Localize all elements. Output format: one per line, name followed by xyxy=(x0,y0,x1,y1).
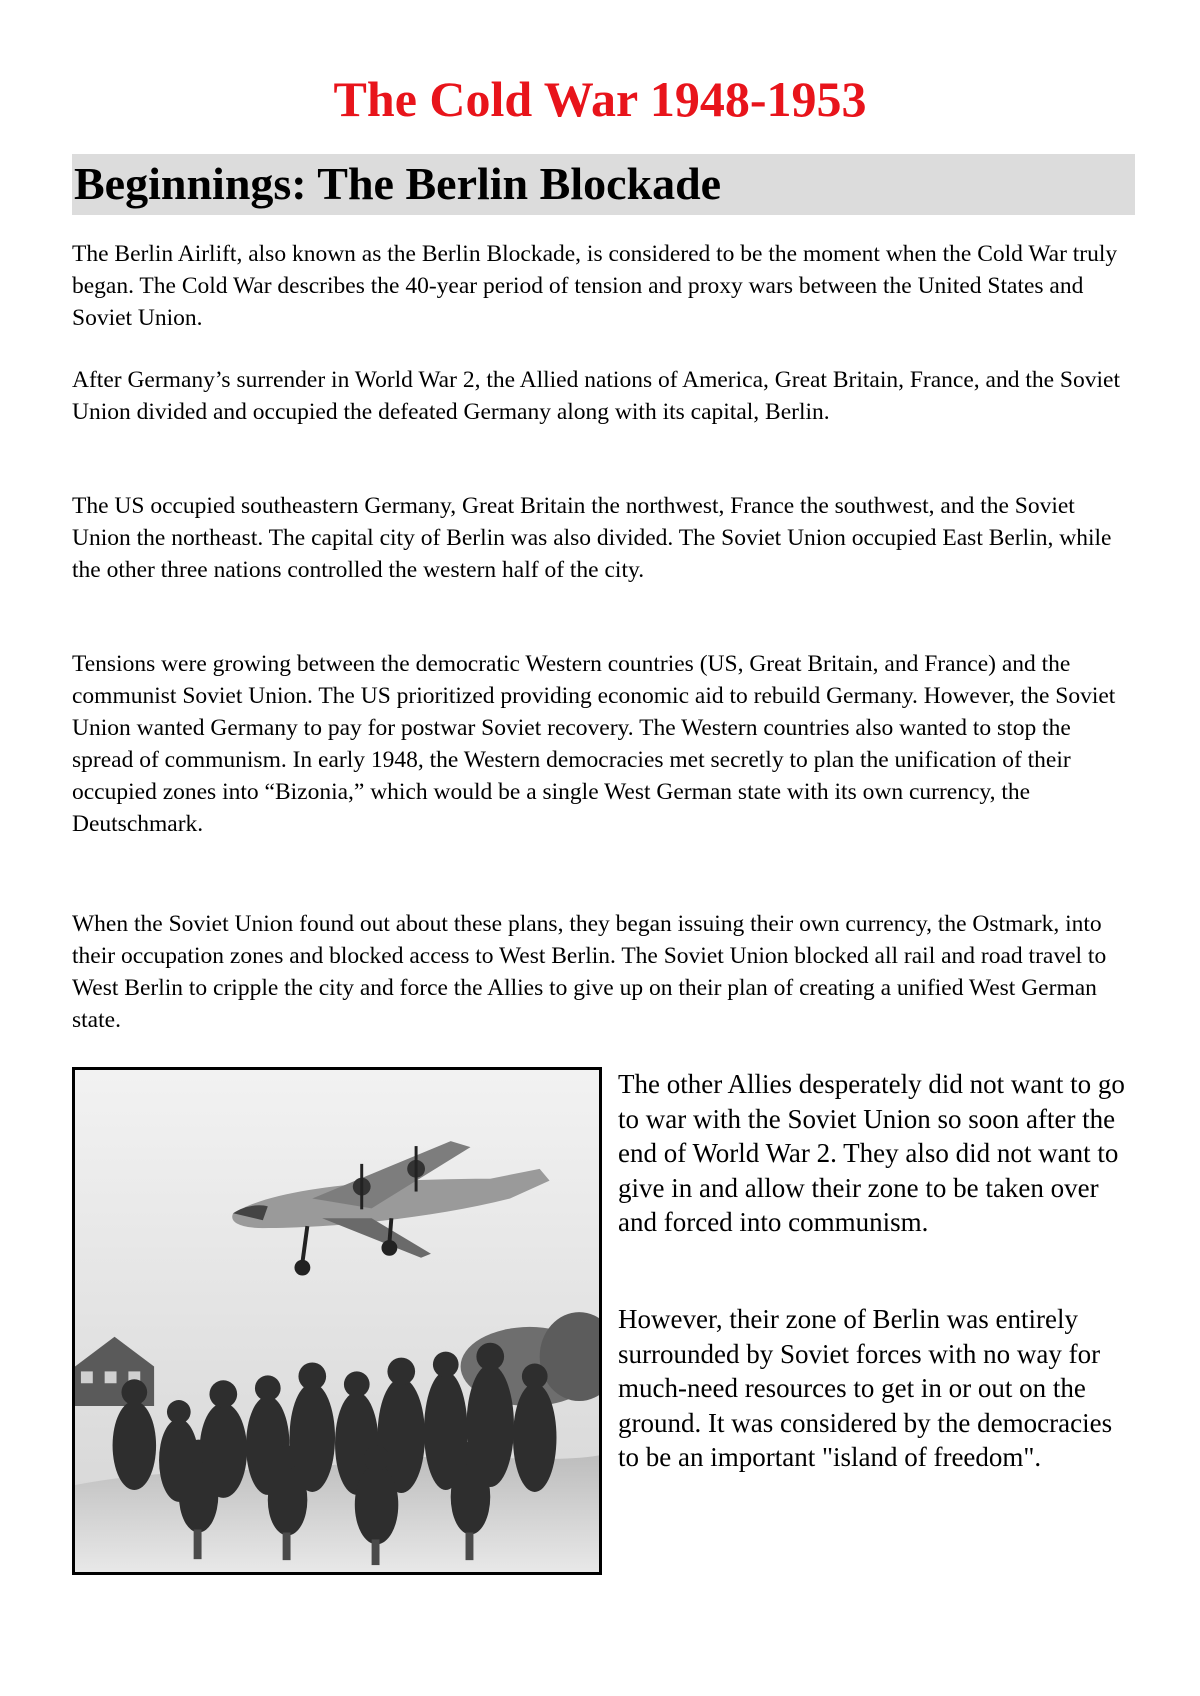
paragraph-division: After Germany’s surrender in World War 2, the Allied nations of America, Great Britain, France, and the Soviet Union divided and occupied the defeated Germany along with its capital, Berlin. xyxy=(72,367,1120,425)
airlift-photo-illustration xyxy=(75,1070,599,1572)
section-heading: Beginnings: The Berlin Blockade xyxy=(74,158,722,209)
side-paragraph-allies: The other Allies desperately did not want to go to war with the Soviet Union so soon after the end of World War 2. They also did not want to give in and allow their zone to be taken over and forced into communism. xyxy=(618,1069,1125,1237)
paragraph-blockade: When the Soviet Union found out about these plans, they began issuing their own currency, the Ostmark, into their occupation zones and blocked access to West Berlin. The Soviet Union blocked all rail and road travel to West Berlin to cripple the city and force the Allies to give up on their plan of creating a unified West German state. xyxy=(72,911,1107,1033)
airlift-photo xyxy=(72,1067,602,1575)
side-paragraph-island: However, their zone of Berlin was entirely surrounded by Soviet forces with no way for much-need resources to get in or out on the ground. It was considered by the democracies to be an important "island of freedom". xyxy=(618,1304,1113,1472)
paragraph-tensions: Tensions were growing between the democratic Western countries (US, Great Britain, and France) and the communist Soviet Union. The US prioritized providing economic aid to rebuild Germany. However, the Soviet Union wanted Germany to pay for postwar Soviet recovery. The Western countries also wanted to stop the spread of communism. In early 1948, the Western democracies met secretly to plan the unification of their occupied zones into “Bizonia,” which would be a single West German state with its own currency, the Deutschmark. xyxy=(72,651,1116,837)
paragraph-occupation: The US occupied southeastern Germany, Great Britain the northwest, France the southwest, and the Soviet Union the northeast. The capital city of Berlin was also divided. The Soviet Union occupied East Berlin, while the other three nations controlled the western half of the city. xyxy=(72,493,1112,583)
paragraph-intro: The Berlin Airlift, also known as the Berlin Blockade, is considered to be the moment when the Cold War truly began. The Cold War describes the 40-year period of tension and proxy wars between the United States and Soviet Union. xyxy=(72,241,1118,331)
document-title: The Cold War 1948-1953 xyxy=(333,71,867,127)
